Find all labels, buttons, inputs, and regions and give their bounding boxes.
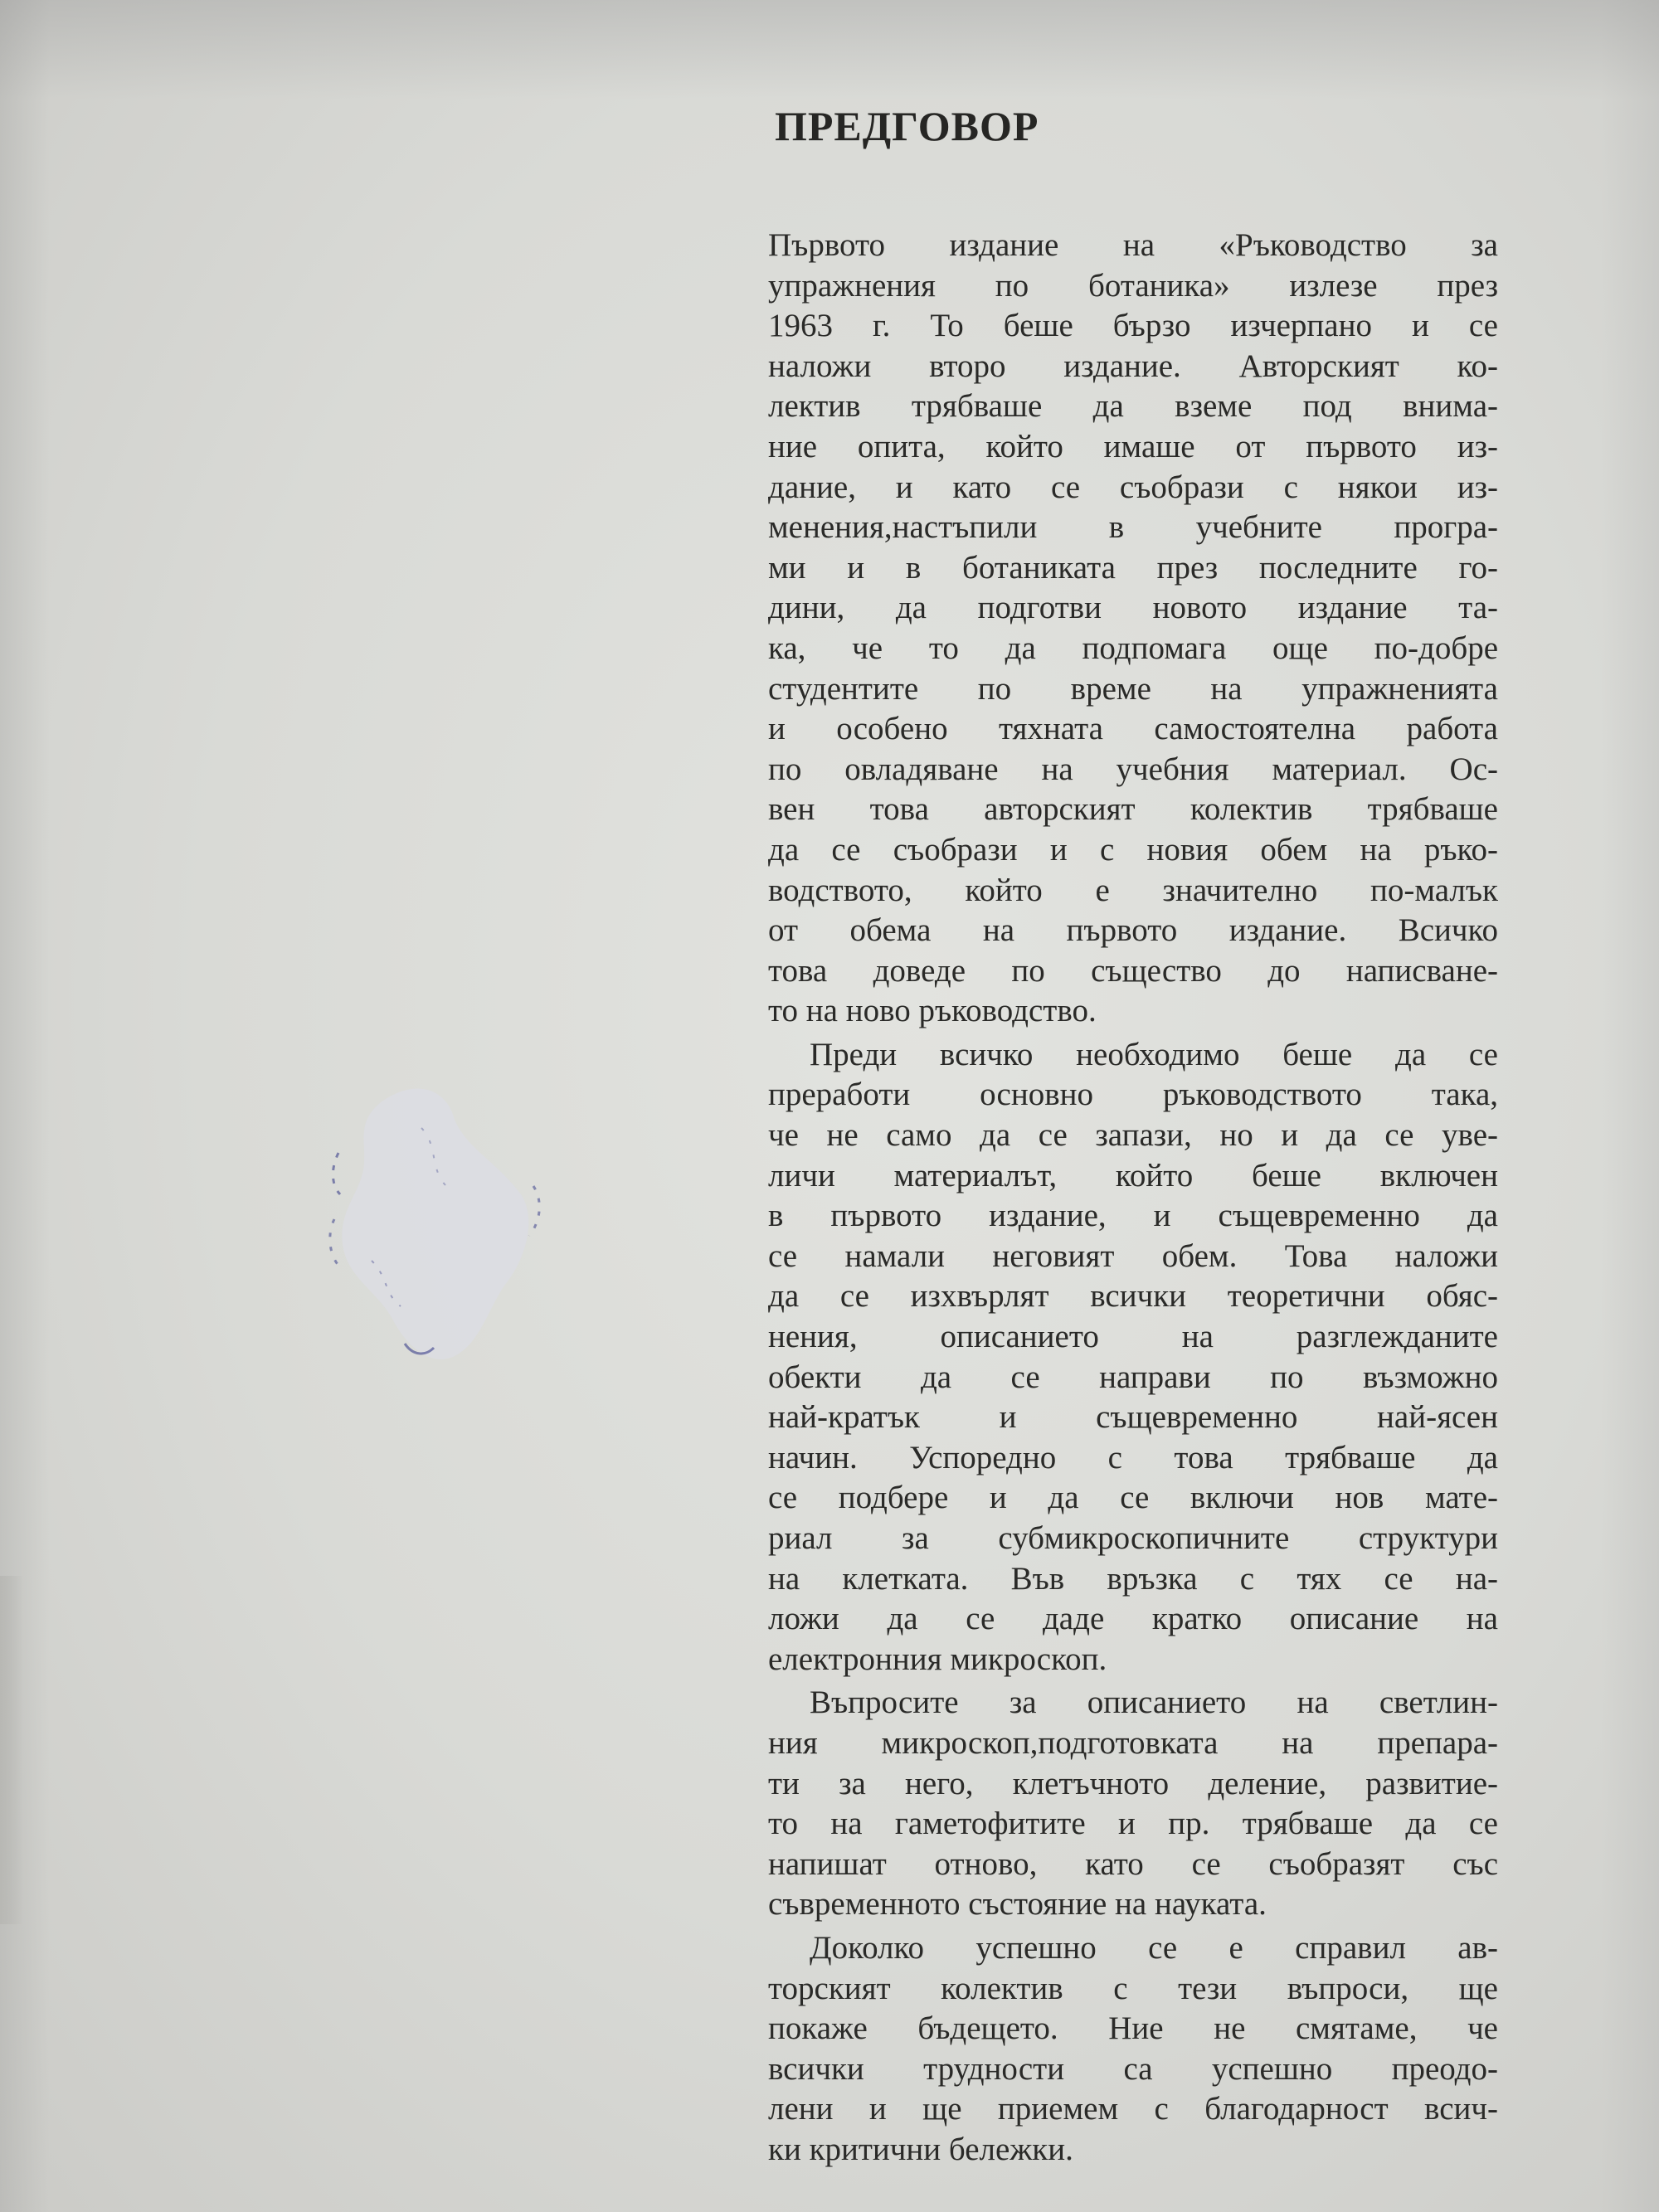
text-line: нения, описанието на разглежданите <box>768 1319 1498 1355</box>
page-title: ПРЕДГОВОР <box>775 103 1039 149</box>
text-line: личи материалът, който беше включен <box>768 1157 1498 1194</box>
page-edge-shadow <box>0 1576 23 1924</box>
preface-content <box>768 90 1498 2171</box>
ink-smudge-icon <box>322 1070 562 1385</box>
text-line: студентите по време на упражненията <box>768 670 1498 707</box>
text-line: торският колектив с тези въпроси, ще <box>768 1970 1498 2006</box>
preface-body <box>768 226 1498 2171</box>
text-line: Преди всичко необходимо беше да се <box>810 1036 1498 1072</box>
text-line: 1963 г. То беше бързо изчерпано и се <box>768 308 1498 344</box>
text-line: това доведе по същество до написване- <box>768 952 1498 989</box>
paragraph-3 <box>768 1683 1498 1925</box>
text-line: се намали неговият обем. Това наложи <box>768 1237 1498 1274</box>
text-line: ти за него, клетъчното деление, развитие- <box>768 1765 1498 1801</box>
text-line: начин. Успоредно с това трябваше да <box>768 1439 1498 1475</box>
text-line: ние опита, който имаше от първото из- <box>768 428 1498 464</box>
text-line: дание, и като се съобрази с някои из- <box>768 469 1498 505</box>
text-line: лектив трябваше да вземе под внима- <box>768 388 1498 425</box>
text-line: риал за субмикроскопичните структури <box>768 1520 1498 1556</box>
text-line: най-кратък и същевременно най-ясен <box>768 1399 1498 1436</box>
text-line: дини, да подготви новото издание та- <box>768 590 1498 626</box>
text-line: ложи да се даде кратко описание на <box>768 1601 1498 1637</box>
text-line: менения,настъпили в учебните програ- <box>768 509 1498 546</box>
text-line: ния микроскоп,подготовката на препара- <box>768 1724 1498 1761</box>
text-line: ки критични бележки. <box>768 2131 1073 2167</box>
text-line: по овладяване на учебния материал. Ос- <box>768 751 1498 787</box>
paragraph-4 <box>768 1928 1498 2171</box>
paragraph-2 <box>768 1035 1498 1680</box>
text-line: то на ново ръководство. <box>768 993 1097 1029</box>
text-line: Доколко успешно се е справил ав- <box>810 1929 1498 1966</box>
text-line: ка, че то да подпомага още по-добре <box>768 630 1498 666</box>
paragraph-1 <box>768 226 1498 1032</box>
text-line: електронния микроскоп. <box>768 1641 1107 1677</box>
text-line: напишат отново, като се съобразят със <box>768 1845 1498 1882</box>
text-line: то на гаметофитите и пр. трябваше да се <box>768 1806 1498 1842</box>
text-line: в първото издание, и същевременно да <box>768 1198 1498 1234</box>
text-line: обекти да се направи по възможно <box>768 1359 1498 1395</box>
text-line: всички трудности са успешно преодо- <box>768 2050 1498 2087</box>
text-line: упражнения по ботаника» излезе през <box>768 267 1498 304</box>
text-line: от обема на първото издание. Всичко <box>768 912 1498 949</box>
text-line: Първото издание на «Ръководство за <box>768 227 1498 263</box>
text-line: съвременното състояние на науката. <box>768 1886 1267 1923</box>
text-line: и особено тяхната самостоятелна работа <box>768 711 1498 747</box>
text-line: се подбере и да се включи нов мате- <box>768 1480 1498 1516</box>
text-line: покаже бъдещето. Ние не смятаме, че <box>768 2010 1498 2047</box>
text-line: че не само да се запази, но и да се уве- <box>768 1117 1498 1154</box>
text-line: ми и в ботаниката през последните го- <box>768 549 1498 586</box>
text-line: на клетката. Във връзка с тях се на- <box>768 1560 1498 1597</box>
text-line: преработи основно ръководството така, <box>768 1077 1498 1113</box>
text-line: вен това авторският колектив трябваше <box>768 791 1498 828</box>
text-line: лени и ще приемем с благодарност всич- <box>768 2091 1498 2127</box>
text-line: наложи второ издание. Авторският ко- <box>768 348 1498 384</box>
text-line: Въпросите за описанието на светлин- <box>810 1685 1498 1721</box>
text-line: да се съобрази и с новия обем на ръко- <box>768 831 1498 868</box>
text-line: да се изхвърлят всички теоретични обяс- <box>768 1278 1498 1315</box>
text-line: водството, който е значително по-малък <box>768 872 1498 908</box>
